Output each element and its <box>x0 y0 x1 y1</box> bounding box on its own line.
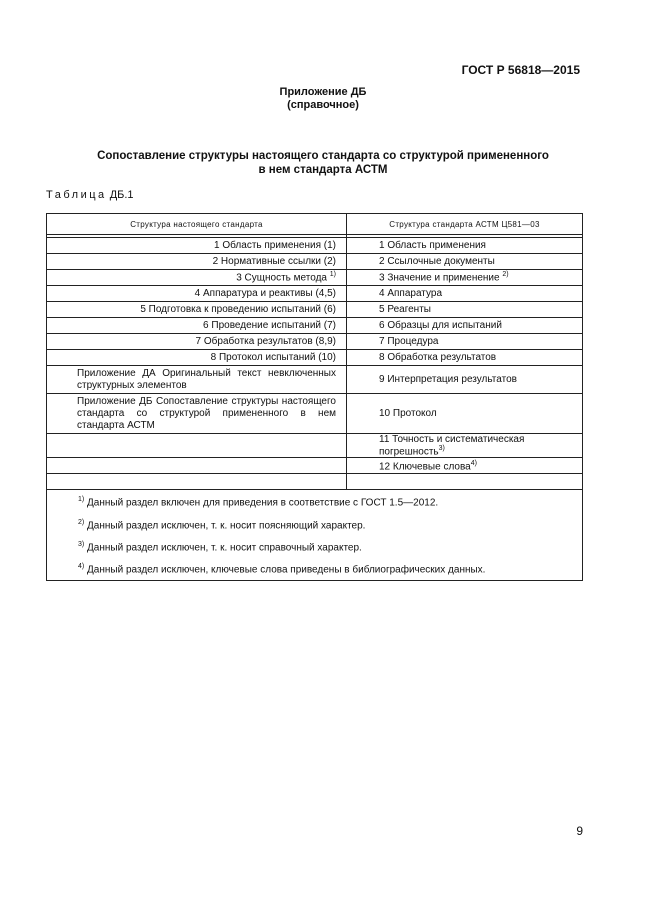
row-left-cell: 8 Протокол испытаний (10) <box>47 350 347 366</box>
footnote <box>78 561 576 575</box>
footnote-mark: 2) <box>502 271 509 279</box>
table-row <box>47 318 583 334</box>
table-header-row <box>47 214 583 235</box>
footnote-text: Данный раздел включен для приведения в соответствие с ГОСТ 1.5—2012. <box>84 497 439 509</box>
row-left-text: 3 Сущность метода <box>236 272 327 284</box>
footnote-mark: 3) <box>438 445 445 452</box>
comparison-table <box>46 213 583 581</box>
table-notes-row <box>47 490 583 580</box>
standard-id: ГОСТ Р 56818—2015 <box>461 63 580 77</box>
row-left-cell: 2 Нормативные ссылки (2) <box>47 254 347 270</box>
row-right-cell <box>347 270 583 286</box>
table-row <box>47 270 583 286</box>
row-right-cell: 1 Область применения <box>347 238 583 254</box>
row-right-cell: 6 Образцы для испытаний <box>347 318 583 334</box>
row-right-text: 11 Точность и систематическая погрешность <box>379 434 525 458</box>
row-right-cell: 5 Реагенты <box>347 302 583 318</box>
table-row <box>47 394 583 434</box>
heading-line-2: в нем стандарта АСТМ <box>258 164 388 176</box>
table-row <box>47 366 583 394</box>
row-left-cell <box>47 474 347 490</box>
footnote-text: Данный раздел исключен, т. к. носит справочный характер. <box>84 542 362 554</box>
heading-line-1: Сопоставление структуры настоящего стандарта со структурой примененного <box>97 150 549 162</box>
row-left-cell: Приложение ДА Оригинальный текст невключенных структурных элементов <box>47 366 347 394</box>
table-caption <box>46 189 134 201</box>
row-left-cell <box>47 458 347 474</box>
col-header-right: Структура стандарта АСТМ Ц581—03 <box>347 214 583 235</box>
section-heading <box>60 149 586 177</box>
row-left-cell: 5 Подготовка к проведению испытаний (6) <box>47 302 347 318</box>
row-right-cell <box>347 434 583 458</box>
page-number: 9 <box>576 824 583 838</box>
table-row <box>47 434 583 458</box>
row-left-cell <box>47 270 347 286</box>
col-header-left: Структура настоящего стандарта <box>47 214 347 235</box>
row-left-cell: 6 Проведение испытаний (7) <box>47 318 347 334</box>
row-left-cell <box>47 434 347 458</box>
appendix-title: Приложение ДБ <box>279 86 367 98</box>
footnote-mark: 1) <box>78 496 85 504</box>
footnote-text: Данный раздел исключен, т. к. носит поясняющий характер. <box>84 519 366 531</box>
row-right-cell <box>347 474 583 490</box>
appendix-header <box>0 86 646 112</box>
table-row <box>47 334 583 350</box>
footnote-mark: 3) <box>78 540 85 548</box>
appendix-subtitle: (справочное) <box>287 99 359 111</box>
footnote <box>78 494 576 508</box>
table-row <box>47 238 583 254</box>
footnote-mark: 4) <box>470 459 477 467</box>
table-row <box>47 302 583 318</box>
row-right-text: 3 Значение и применение <box>379 272 500 284</box>
footnote-mark: 2) <box>78 518 85 526</box>
footnote-mark: 1) <box>329 271 336 279</box>
row-right-cell <box>347 458 583 474</box>
row-left-cell: Приложение ДБ Сопоставление структуры настоящего стандарта со структурой примененного в нем стандарта АСТМ <box>47 394 347 434</box>
table-row <box>47 286 583 302</box>
table-row <box>47 474 583 490</box>
row-right-cell: 2 Ссылочные документы <box>347 254 583 270</box>
table-row <box>47 350 583 366</box>
table-notes <box>47 490 583 580</box>
row-left-cell: 1 Область применения (1) <box>47 238 347 254</box>
table-caption-number: ДБ.1 <box>109 189 134 201</box>
footnote <box>78 517 576 531</box>
row-right-cell: 8 Обработка результатов <box>347 350 583 366</box>
row-right-cell: 9 Интерпретация результатов <box>347 366 583 394</box>
footnote <box>78 539 576 553</box>
row-right-cell: 7 Процедура <box>347 334 583 350</box>
row-left-cell: 4 Аппаратура и реактивы (4,5) <box>47 286 347 302</box>
table-caption-word: Таблица <box>46 189 107 201</box>
row-left-cell: 7 Обработка результатов (8,9) <box>47 334 347 350</box>
row-right-cell: 4 Аппаратура <box>347 286 583 302</box>
row-right-cell: 10 Протокол <box>347 394 583 434</box>
table-row <box>47 458 583 474</box>
footnote-text: Данный раздел исключен, ключевые слова приведены в библиографических данных. <box>84 564 486 576</box>
footnote-mark: 4) <box>78 563 85 571</box>
table-row <box>47 254 583 270</box>
row-right-text: 12 Ключевые слова <box>379 460 471 472</box>
